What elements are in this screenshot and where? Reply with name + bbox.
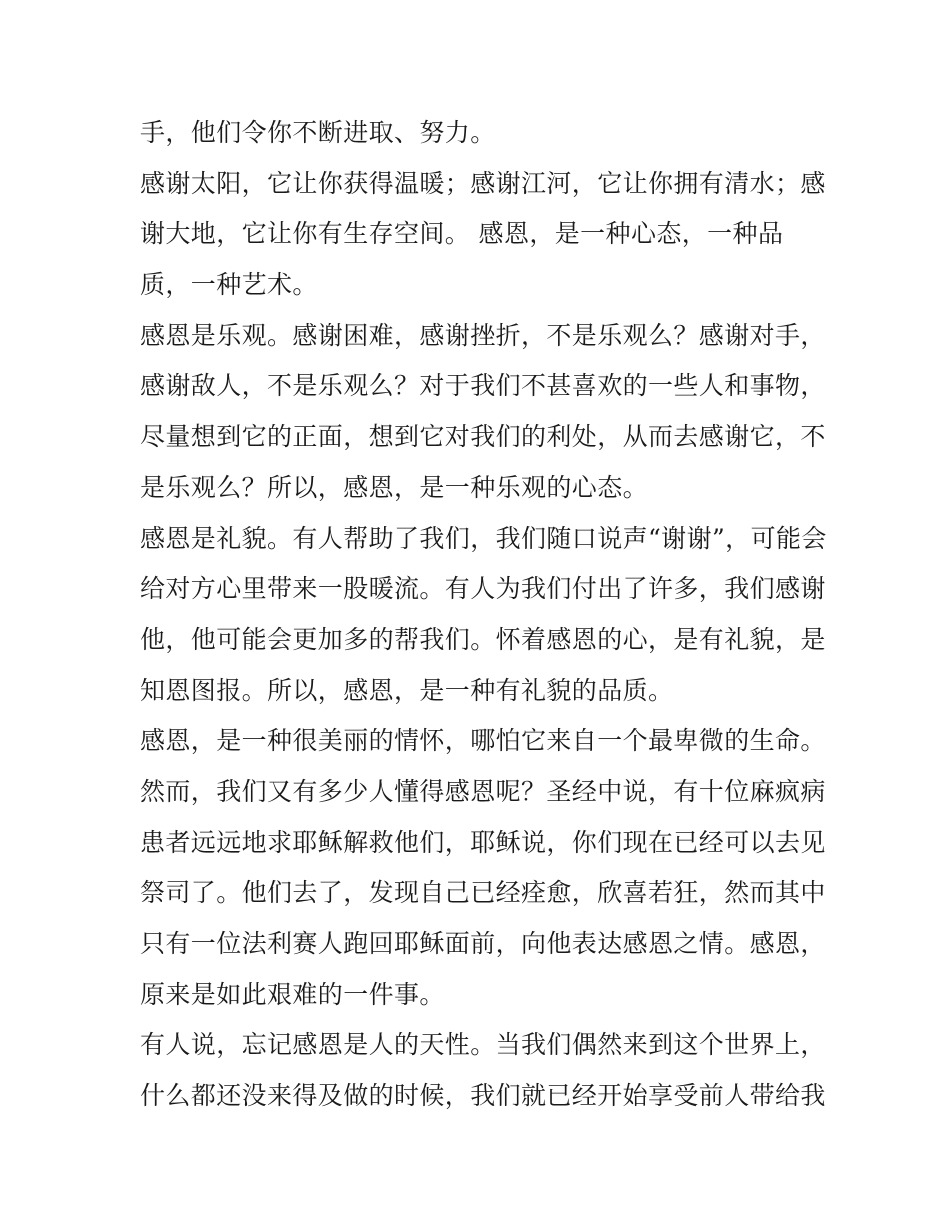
text-line: 只有一位法利赛人跑回耶稣面前，向他表达感恩之情。感恩， <box>140 929 826 958</box>
text-line: 感恩是乐观。感谢困难，感谢挫折，不是乐观么？感谢对手， <box>140 320 826 350</box>
text-line: 感恩，是一种很美丽的情怀，哪怕它来自一个最卑微的生命。 <box>140 726 826 756</box>
text-line: 有人说，忘记感恩是人的天性。当我们偶然来到这个世界上， <box>140 1030 826 1060</box>
text-line: 质，一种艺术。 <box>140 270 318 300</box>
text-line: 尽量想到它的正面，想到它对我们的利处，从而去感谢它，不 <box>140 422 826 452</box>
text-line: 感谢太阳，它让你获得温暖；感谢江河，它让你拥有清水；感 <box>140 168 826 198</box>
text-line: 给对方心里带来一股暖流。有人为我们付出了许多，我们感谢 <box>140 574 826 604</box>
text-line: 他，他可能会更加多的帮我们。怀着感恩的心，是有礼貌，是 <box>140 624 826 654</box>
text-line: 原来是如此艰难的一件事。 <box>140 979 445 1009</box>
text-line: 谢大地，它让你有生存空间。 感恩，是一种心态，一种品 <box>140 219 784 249</box>
text-line: 是乐观么？所以，感恩，是一种乐观的心态。 <box>140 472 649 502</box>
text-line: 什么都还没来得及做的时候，我们就已经开始享受前人带给我 <box>140 1081 826 1111</box>
text-line: 手，他们令你不断进取、努力。 <box>140 118 496 147</box>
text-line: 知恩图报。所以，感恩，是一种有礼貌的品质。 <box>140 675 674 705</box>
text-line: 患者远远地求耶稣解救他们，耶稣说，你们现在已经可以去见 <box>140 827 826 857</box>
document-body <box>140 108 827 1122</box>
text-line: 感恩是礼貌。有人帮助了我们，我们随口说声“谢谢”，可能会 <box>140 523 827 553</box>
text-line: 祭司了。他们去了，发现自己已经痊愈，欣喜若狂，然而其中 <box>140 878 826 908</box>
text-line: 然而，我们又有多少人懂得感恩呢？圣经中说，有十位麻疯病 <box>140 776 826 806</box>
text-line: 感谢敌人，不是乐观么？对于我们不甚喜欢的一些人和事物， <box>140 371 826 401</box>
